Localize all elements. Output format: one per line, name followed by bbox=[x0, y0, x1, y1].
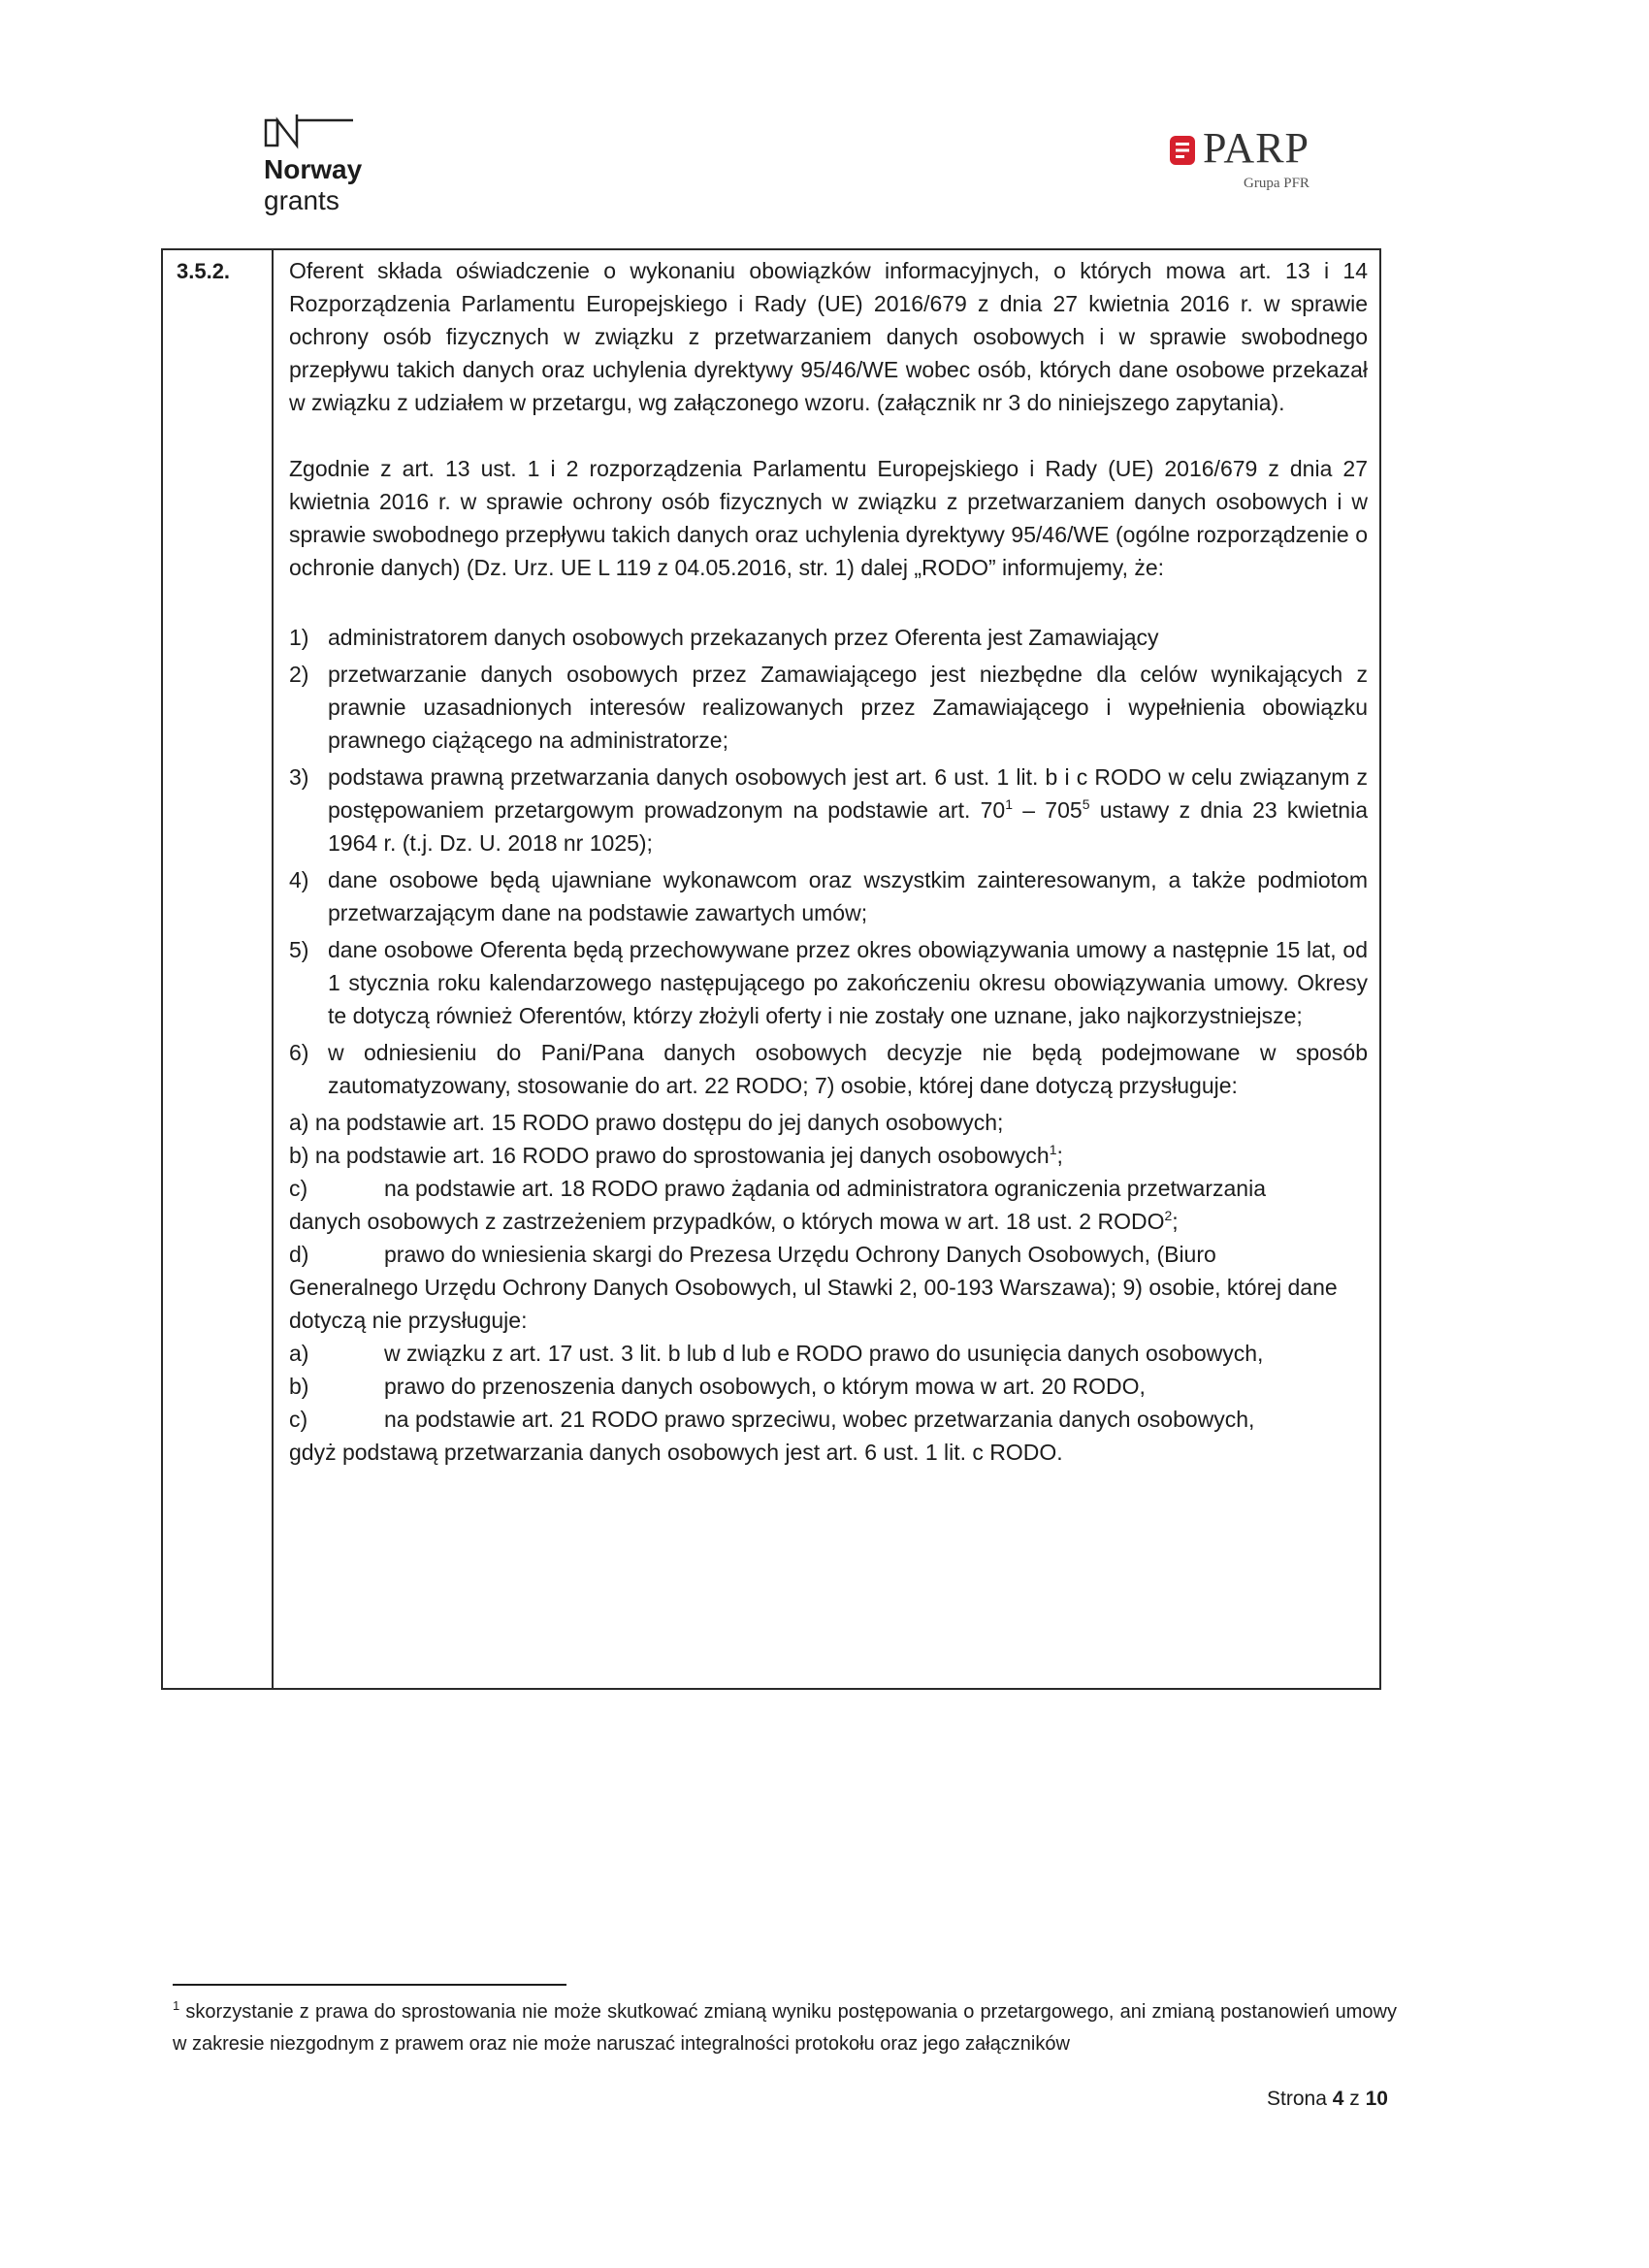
list-text: podstawa prawną przetwarzania danych osobowych jest art. 6 ust. 1 lit. b i c RODO w celu związanym z postępowaniem przetargowym prowadzonym na podstawie art. $70^1 - 705^5$ ustawy z dnia 23 kwietnia 1964 r. (t.j. Dz. U. 2018 nr 1025); bbox=[328, 764, 1368, 856]
rodo-intro: Zgodnie z art. 13 ust. 1 i 2 rozporządzenia Parlamentu Europejskiego i Rady (UE) 2016/679 z dnia 27 kwietnia 2016 r. w sprawie ochrony osób fizycznych w związku z przetwarzaniem danych osobowych i w sprawie swobodnego przepływu takich danych oraz uchylenia dyrektywy 95/46/WE (ogólne rozporządzenie o ochronie danych) (Dz. Urz. UE L 119 z 04.05.2016, str. 1) dalej „RODO” informujemy, że: bbox=[289, 456, 1368, 580]
norway-logo-sub: grants bbox=[264, 185, 340, 215]
list-item bbox=[289, 863, 1368, 929]
section-number: 3.5.2. bbox=[177, 259, 231, 283]
right-item: c) na podstawie art. 18 RODO prawo żądania od administratora ograniczenia przetwarzania danych osobowych z zastrzeżeniem przypadków, o których mowa w art. 18 ust. 2 RODO$^2$; bbox=[289, 1172, 1368, 1238]
parp-logo-sub: Grupa PFR bbox=[1244, 176, 1310, 191]
list-item bbox=[289, 658, 1368, 757]
list-text: dane osobowe Oferenta będą przechowywane przez okres obowiązywania umowy a następnie 15 lat, od 1 stycznia roku kalendarzowego następującego po zakończeniu okresu obowiązywania umowy. Okresy te dotyczą również Oferentów, którzy złożyli oferty i nie zostały one uznane, jako najkorzystniejsze; bbox=[328, 937, 1368, 1028]
norway-grants-icon bbox=[264, 107, 361, 153]
list-marker: b) bbox=[289, 1374, 309, 1399]
footnote-text: skorzystanie z prawa do sprostowania nie może skutkować zmianą wyniku postępowania o przetargowego, ani zmianą postanowień umowy w zakresie niezgodnym z prawem oraz nie może naruszać integralności protokołu oraz jego załączników bbox=[173, 2001, 1397, 2055]
parp-logo-word: PARP bbox=[1203, 124, 1310, 172]
norway-grants-logo bbox=[262, 107, 398, 223]
list-item bbox=[289, 761, 1368, 859]
list-marker: 5) bbox=[289, 937, 309, 962]
list-item bbox=[289, 1036, 1368, 1102]
not-right-item: a) w związku z art. 17 ust. 3 lit. b lub d lub e RODO prawo do usunięcia danych osobowych, bbox=[289, 1337, 1368, 1370]
parp-logo bbox=[1170, 126, 1335, 204]
parp-mark-icon bbox=[1170, 136, 1195, 165]
list-marker: 6) bbox=[289, 1040, 309, 1065]
list-marker: 4) bbox=[289, 867, 309, 892]
list-marker: c) bbox=[289, 1407, 308, 1432]
list-text: dane osobowe będą ujawniane wykonawcom oraz wszystkim zainteresowanym, a także podmiotom przetwarzającym dane na podstawie zawartych umów; bbox=[328, 867, 1368, 925]
right-item: b) na podstawie art. 16 RODO prawo do sprostowania jej danych osobowych$^1$; bbox=[289, 1142, 1063, 1168]
list-marker: 2) bbox=[289, 662, 309, 687]
list-text: w odniesieniu do Pani/Pana danych osobowych decyzje nie będą podejmowane w sposób zautomatyzowany, stosowanie do art. 22 RODO; 7) osobie, której dane dotyczą przysługuje: bbox=[328, 1040, 1368, 1098]
list-text: przetwarzanie danych osobowych przez Zamawiającego jest niezbędne dla celów wynikających z prawnie uzasadnionych interesów realizowanych przez Zamawiającego i wypełnienia obowiązku prawnego ciążącego na administratorze; bbox=[328, 662, 1368, 753]
right-item: a) na podstawie art. 15 RODO prawo dostępu do jej danych osobowych; bbox=[289, 1110, 1004, 1135]
list-marker: d) bbox=[289, 1242, 309, 1267]
list-marker: c) bbox=[289, 1176, 308, 1201]
right-item: d) prawo do wniesienia skargi do Prezesa Urzędu Ochrony Danych Osobowych, (Biuro Generalnego Urzędu Ochrony Danych Osobowych, ul Stawki 2, 00-193 Warszawa); 9) osobie, której dane dotyczą nie przysługuje: bbox=[289, 1238, 1368, 1337]
closing-text: gdyż podstawą przetwarzania danych osobowych jest art. 6 ust. 1 lit. c RODO. bbox=[289, 1440, 1063, 1465]
footnote-rule bbox=[173, 1984, 566, 1986]
list-item bbox=[289, 621, 1368, 654]
footnote bbox=[173, 1996, 1397, 2060]
list-text: administratorem danych osobowych przekazanych przez Oferenta jest Zamawiający bbox=[328, 625, 1159, 650]
list-marker: a) bbox=[289, 1341, 309, 1366]
list-marker: 3) bbox=[289, 764, 309, 790]
list-item bbox=[289, 933, 1368, 1032]
section-column-divider bbox=[272, 248, 274, 1690]
not-right-item: c) na podstawie art. 21 RODO prawo sprzeciwu, wobec przetwarzania danych osobowych, bbox=[289, 1403, 1368, 1436]
section-content bbox=[289, 254, 1368, 1469]
not-right-item: b) prawo do przenoszenia danych osobowych, o którym mowa w art. 20 RODO, bbox=[289, 1370, 1368, 1403]
oferent-statement: Oferent składa oświadczenie o wykonaniu obowiązków informacyjnych, o których mowa art. 13 i 14 Rozporządzenia Parlamentu Europejskiego i Rady (UE) 2016/679 z dnia 27 kwietnia 2016 r. w sprawie ochrony osób fizycznych w związku z przetwarzaniem danych osobowych i w sprawie swobodnego przepływu takich danych oraz uchylenia dyrektywy 95/46/WE wobec osób, których dane osobowe przekazał w związku z udziałem w przetargu, wg załączonego wzoru. (załącznik nr 3 do niniejszego zapytania). bbox=[289, 258, 1368, 415]
norway-logo-word: Norway bbox=[264, 154, 363, 184]
list-marker: 1) bbox=[289, 625, 309, 650]
page-number: Strona 4 z 10 bbox=[1267, 2088, 1388, 2110]
footnote-marker: 1 bbox=[173, 1998, 180, 2013]
